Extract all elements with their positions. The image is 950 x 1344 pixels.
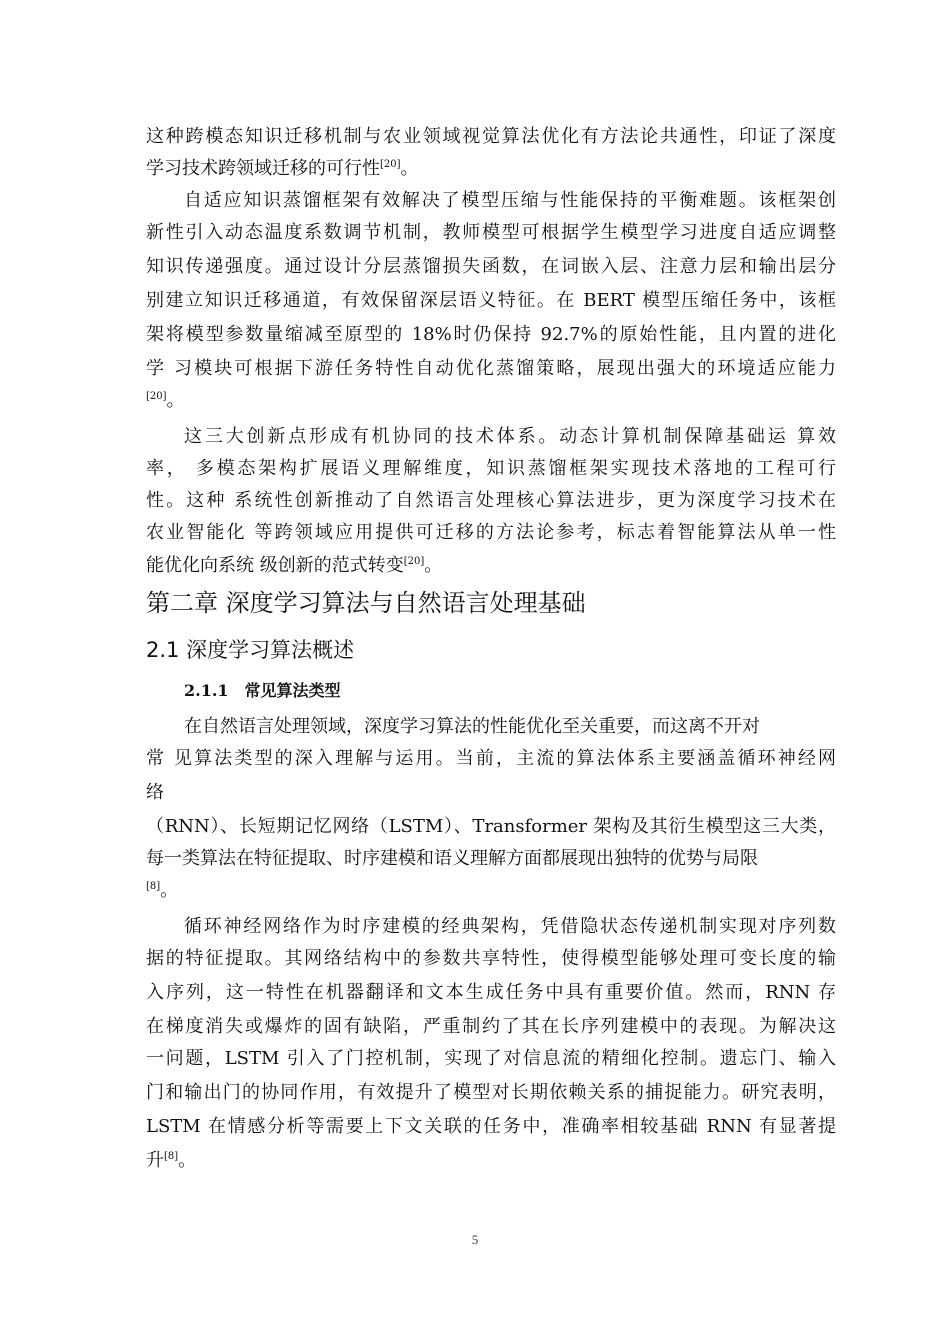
text-line: 每一类算法在特征提取、时序建模和语义理解方面都展现出独特的优势与局限 — [146, 848, 758, 869]
text-line — [146, 158, 836, 180]
citation-ref: [20] — [403, 556, 425, 567]
text-line — [146, 390, 836, 412]
text-line: 学 习模块可根据下游任务特性自动优化蒸馏策略，展现出强大的环境适应能力 — [146, 358, 836, 379]
text-line: 这种跨模态知识迁移机制与农业领域视觉算法优化有方法论共通性，印证了深度 — [146, 126, 836, 147]
text-line — [146, 1150, 836, 1172]
subsection-heading: 2.1.1 常见算法类型 — [184, 681, 341, 700]
text-span: 升 — [146, 1150, 164, 1171]
section-heading: 2.1 深度学习算法概述 — [146, 638, 355, 662]
text-line: （RNN）、长短期记忆网络（LSTM）、Transformer 架构及其衍生模型这三大类， — [146, 816, 836, 837]
text-line: 常 见算法类型的深入理解与运用。当前，主流的算法体系主要涵盖循环神经网 — [146, 748, 836, 769]
text-line: 这三大创新点形成有机协同的技术体系。动态计算机制保障基础运 算效 — [184, 426, 836, 447]
text-line: 在梯度消失或爆炸的固有缺陷，严重制约了其在长序列建模中的表现。为解决这 — [146, 1016, 836, 1037]
text-line: LSTM 在情感分析等需要上下文关联的任务中，准确率相较基础 RNN 有显著提 — [146, 1116, 836, 1137]
text-span: 。 — [400, 158, 419, 179]
text-line: 据的特征提取。其网络结构中的参数共享特性，使得模型能够处理可变长度的输 — [146, 948, 836, 969]
text-line: 循环神经网络作为时序建模的经典架构，凭借隐状态传递机制实现对序列数 — [184, 916, 836, 937]
text-span: 学习技术跨领域迁移的可行性 — [146, 158, 380, 179]
text-span: 。 — [424, 555, 443, 576]
text-line — [146, 555, 836, 577]
citation-ref: [8] — [164, 1151, 179, 1162]
text-line: 率， 多模态架构扩展语义理解维度，知识蒸馏框架实现技术落地的工程可行 — [146, 458, 836, 479]
citation-ref: [20] — [380, 159, 401, 170]
chapter-heading: 第二章 深度学习算法与自然语言处理基础 — [146, 589, 586, 617]
text-line: 一问题，LSTM 引入了门控机制，实现了对信息流的精细化控制。遗忘门、输入 — [146, 1048, 836, 1069]
text-line: 架将模型参数量缩减至原型的 18%时仍保持 92.7%的原始性能，且内置的进化 — [146, 324, 836, 345]
text-line — [146, 880, 836, 902]
text-line: 农业智能化 等跨领域应用提供可迁移的方法论参考，标志着智能算法从单一性 — [146, 522, 836, 543]
text-line: 自适应知识蒸馏框架有效解决了模型压缩与性能保持的平衡难题。该框架创 — [184, 190, 836, 211]
text-line: 入序列，这一特性在机器翻译和文本生成任务中具有重要价值。然而，RNN 存 — [146, 982, 836, 1003]
text-line: 在自然语言处理领域，深度学习算法的性能优化至关重要，而这离不开对 — [184, 716, 760, 737]
text-line: 络 — [146, 782, 164, 803]
text-span: 。 — [178, 1150, 197, 1171]
text-span: 。 — [160, 880, 179, 901]
text-line: 新性引入动态温度系数调节机制，教师模型可根据学生模型学习进度自适应调整 — [146, 222, 836, 243]
text-line: 知识传递强度。通过设计分层蒸馏损失函数，在词嵌入层、注意力层和输出层分 — [146, 256, 836, 277]
text-span: 能优化向系统 级创新的范式转变 — [146, 555, 404, 576]
text-line: 性。这种 系统性创新推动了自然语言处理核心算法进步，更为深度学习技术在 — [146, 490, 836, 511]
citation-ref: [8] — [146, 881, 161, 892]
text-span: 。 — [166, 390, 185, 411]
text-line: 别建立知识迁移通道，有效保留深层语义特征。在 BERT 模型压缩任务中，该框 — [146, 290, 836, 311]
page-number: 5 — [471, 1232, 479, 1247]
citation-ref: [20] — [146, 391, 167, 402]
text-line: 门和输出门的协同作用，有效提升了模型对长期依赖关系的捕捉能力。研究表明， — [146, 1082, 836, 1103]
